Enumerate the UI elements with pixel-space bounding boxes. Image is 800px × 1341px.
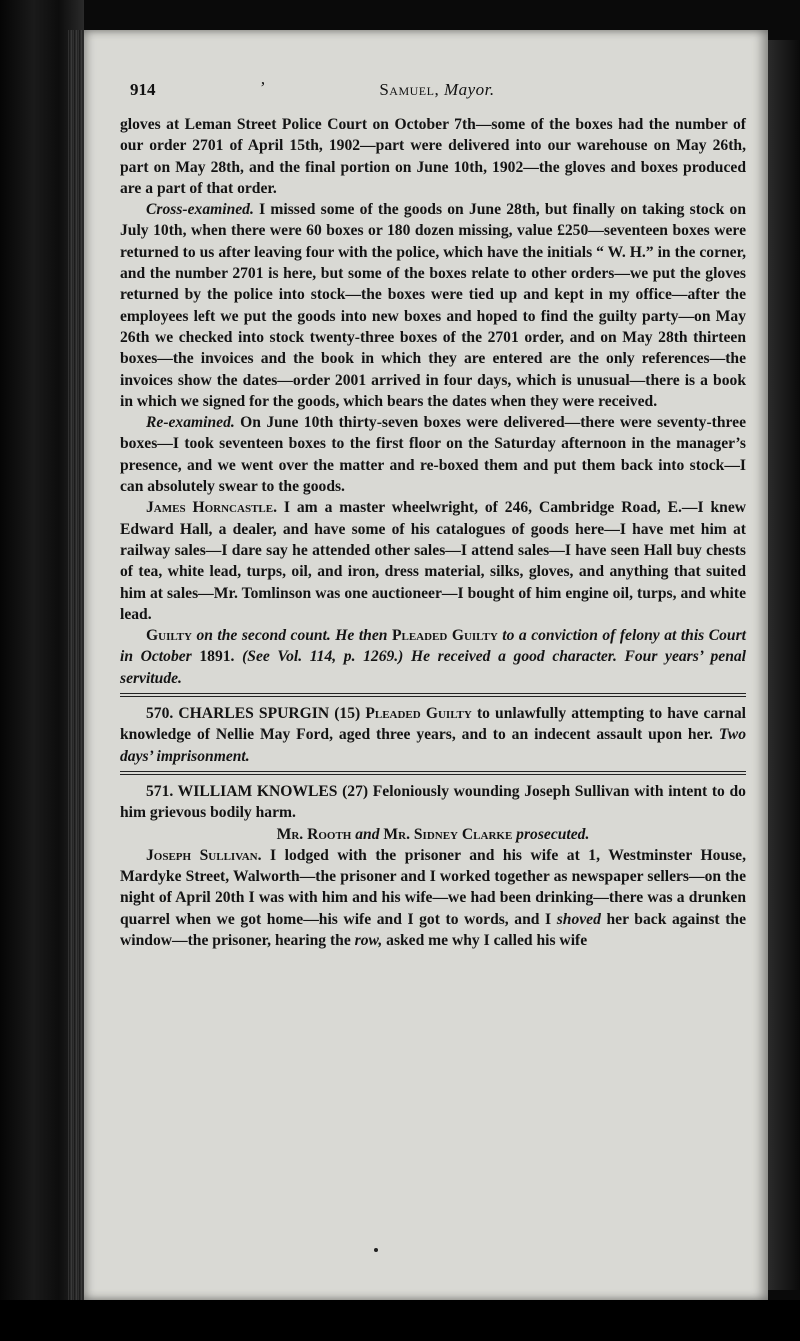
page-edges <box>68 30 82 1300</box>
witness-sullivan-name: Joseph Sullivan. <box>146 846 262 864</box>
running-head <box>130 80 744 100</box>
page-header <box>130 80 744 104</box>
page-number: 914 <box>130 80 156 99</box>
section-divider <box>120 693 746 697</box>
case-570 <box>120 703 746 767</box>
section-divider <box>120 771 746 775</box>
sullivan-text-1: I lodged with the prisoner and his wife at 1, Westminster House, Mardyke Street, Walworth—the prisoner and I worked together as newspaper sellers—on the night of April 20th I was with him and his wife—we had been drinking—there was a drunken quarrel when we got home—his wife and I got to words, and I <box>120 846 747 928</box>
paragraph-continued: gloves at Leman Street Police Court on October 7th—some of the boxes had the number of our order 2701 of April 15th, 1902—part were delivered into our warehouse on May 26th, part on May 28th, and the final portion on June 10th, 1902—the gloves and boxes produced are a part of that order. <box>120 116 746 197</box>
cross-examined-label: Cross-examined. <box>146 201 254 219</box>
body-text <box>120 114 746 951</box>
witness-sullivan <box>120 845 746 951</box>
running-head-name: Samuel, <box>379 80 440 99</box>
verdict-pleaded: Pleaded Guilty <box>391 627 498 645</box>
case-571-text: Feloniously wounding Joseph Sullivan with intent to do him grievous bodily harm. <box>120 782 746 822</box>
verdict-text-1: on the second count. He then <box>191 627 392 645</box>
sullivan-shoved: shoved <box>556 910 601 928</box>
witness-horncastle <box>120 497 746 625</box>
re-examined-text: On June 10th thirty-seven boxes were delivered—there were seventy-three boxes—I took seventeen boxes to the first floor on the Saturday afternoon in the manager’s presence, and we went over the matter and re-boxed them and put them back into stock—I can absolutely swear to the goods. <box>120 414 746 496</box>
cross-examined-text: I missed some of the goods on June 28th, but finally on taking stock on July 10th, when there were 60 boxes or 180 dozen missing, value £250—seventeen boxes were returned to us after leaving four with the police, which have the initials “ W. H.” in the corner, and the number 2701 is here, but some of the boxes relate to other orders—we put the gloves returned by the police into stock—the boxes were tied up and kept in my office—after the employees left we put the goods into new boxes and hoped to find the guilty party—on May 26th we checked into stock twenty-three boxes of the 2701 order, and on May 28th thirteen boxes—the invoices and the book in which they are entered are the only references—the invoices show the dates—order 2001 arrived in four days, which is unusual—there is a book in which we signed for the goods, which bears the dates when they were received. <box>120 201 746 410</box>
prosecution-word: prosecuted. <box>512 825 590 843</box>
case-571-heading: 571. WILLIAM KNOWLES (27) <box>146 782 369 800</box>
case-570-sentence: Two days’ imprisonment. <box>120 726 746 765</box>
ink-dot <box>374 1248 378 1252</box>
verdict-year: 1891. <box>199 648 235 666</box>
prosecution-and: and <box>351 825 384 843</box>
re-examination <box>120 412 746 497</box>
right-page-edge <box>768 40 800 1290</box>
re-examined-label: Re-examined. <box>146 414 235 432</box>
verdict-text-3: (See Vol. 114, p. 1269.) He received a good character. Four years’ penal servitude. <box>120 648 747 687</box>
verdict-text-2: to a conviction of felony at this Court in October <box>120 627 746 666</box>
sullivan-text-2: her back against the window—the prisoner, hearing the <box>120 910 746 949</box>
prosecutor-2: Mr. Sidney Clarke <box>383 825 513 843</box>
witness-name: James Horncastle. <box>146 499 277 517</box>
running-head-title: Mayor. <box>443 80 495 99</box>
sullivan-text-3: asked me why I called his wife <box>382 931 588 949</box>
book-page <box>84 30 768 1300</box>
verdict-guilty: Guilty <box>146 627 192 645</box>
case-570-heading: 570. CHARLES SPURGIN (15) <box>146 705 361 723</box>
cross-examination <box>120 199 746 412</box>
sullivan-row: row, <box>354 931 383 949</box>
prosecutor-1: Mr. Rooth <box>276 825 352 843</box>
case-570-plea: Pleaded Guilty <box>360 705 472 723</box>
header-mark: ’ <box>260 78 266 97</box>
witness-testimony: I am a master wheelwright, of 246, Cambridge Road, E.—I knew Edward Hall, a dealer, and have some of his catalogues of goods here—I have met him at railway sales—I dare say he attended other sales—I attend sales—I have seen Hall buy chests of tea, white lead, turps, oil, and iron, dress material, silks, gloves, and anything that suited him at sales—Mr. Tomlinson was one auctioneer—I bought of him engine oil, turps, and white lead. <box>120 499 746 623</box>
case-571 <box>120 781 746 824</box>
scan-bottom-edge <box>0 1300 800 1341</box>
prosecution-line <box>120 824 746 845</box>
verdict <box>120 625 746 689</box>
case-570-text: to unlawfully attempting to have carnal knowledge of Nellie May Ford, aged three years, and to an indecent assault upon her. <box>120 705 746 744</box>
